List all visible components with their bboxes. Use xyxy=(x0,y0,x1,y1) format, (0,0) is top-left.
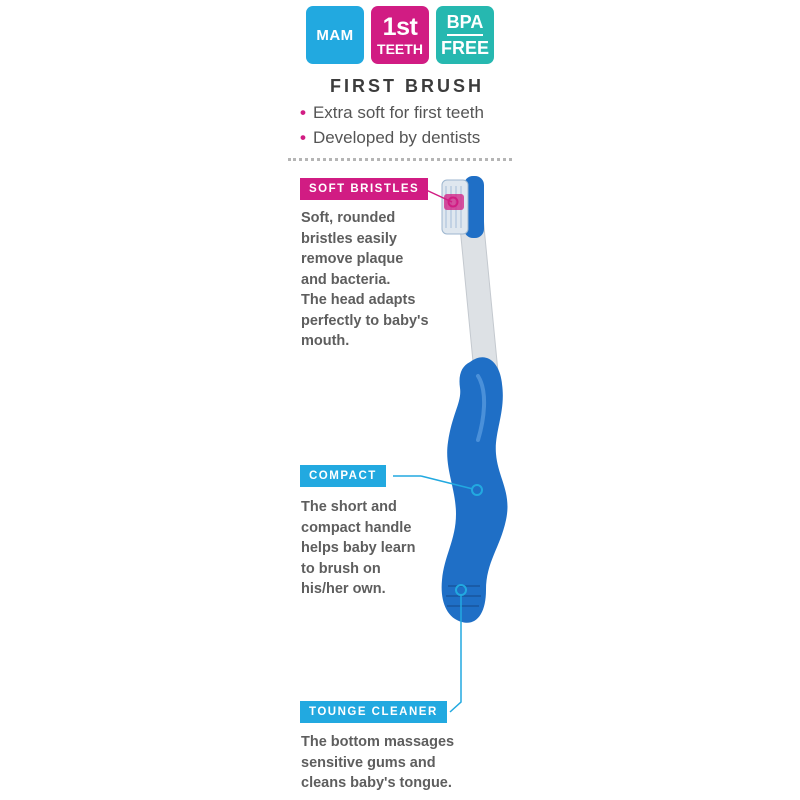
first-teeth-big-text: 1st xyxy=(382,12,418,41)
description-line: and bacteria. xyxy=(301,271,391,288)
description-line: The head adapts xyxy=(301,292,416,308)
bullet-dot-icon: • xyxy=(300,128,306,147)
description-line: to brush on xyxy=(301,560,381,577)
pink-bristle-tuft xyxy=(444,194,464,210)
tongue-cleaner-description xyxy=(301,732,454,794)
soft-bristles-description xyxy=(301,208,429,352)
bullet-text: Developed by dentists xyxy=(312,128,481,147)
description-line: perfectly to baby's xyxy=(301,312,429,329)
description-line: bristles easily xyxy=(301,230,397,247)
description-line: The bottom massages xyxy=(301,734,455,750)
description-line: compact handle xyxy=(301,519,412,536)
description-line: The short and xyxy=(301,499,397,515)
toothbrush-handle xyxy=(442,357,508,623)
tongue-cleaner-tag: TOUNGE CLEANER xyxy=(300,701,447,723)
description-line: his/her own. xyxy=(301,581,386,597)
description-line: mouth. xyxy=(301,333,350,349)
first-teeth-small-text: TEETH xyxy=(377,40,423,57)
description-line: cleans baby's tongue. xyxy=(301,775,452,791)
mam-logo-text: MAM xyxy=(316,26,354,44)
description-line: helps baby learn xyxy=(301,540,416,556)
compact-description xyxy=(301,497,415,600)
bpa-free-line1: BPA xyxy=(447,13,484,36)
bpa-free-line2: FREE xyxy=(440,38,489,58)
bullet-dot-icon: • xyxy=(300,103,306,122)
product-title: FIRST BRUSH xyxy=(330,76,484,96)
description-line: Soft, rounded xyxy=(301,210,396,226)
compact-tag: COMPACT xyxy=(300,465,386,487)
description-line: remove plaque xyxy=(301,251,404,267)
description-line: sensitive gums and xyxy=(301,754,436,771)
bullet-text: Extra soft for first teeth xyxy=(312,103,484,122)
soft-bristles-tag: SOFT BRISTLES xyxy=(300,178,428,200)
